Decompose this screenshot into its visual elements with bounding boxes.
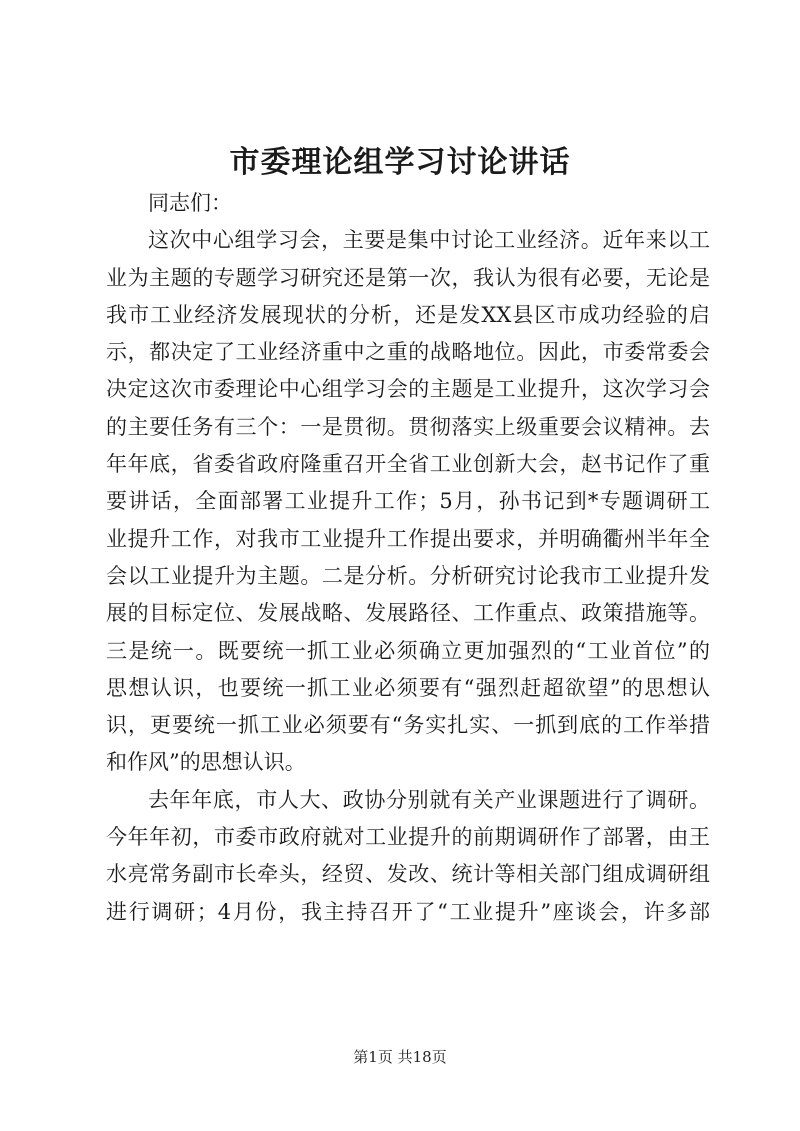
text-line: 进行调研；4月份，我主持召开了“工业提升”座谈会，许多部 bbox=[106, 899, 710, 924]
text-line: 业为主题的专题学习研究还是第一次，我认为很有必要，无论是 bbox=[106, 265, 710, 290]
text-line: 和作风”的思想认识。 bbox=[106, 750, 306, 775]
text-line: 今年年初，市委市政府就对工业提升的前期调研作了部署，由王 bbox=[106, 825, 710, 850]
text-line: 业提升工作，对我市工业提升工作提出要求，并明确衢州半年全 bbox=[106, 526, 710, 551]
text-line: 去年年底，市人大、政协分别就有关产业课题进行了调研。 bbox=[148, 787, 710, 812]
text-line: 三是统一。既要统一抓工业必须确立更加强烈的“工业首位”的 bbox=[106, 638, 710, 663]
text-line: 水亮常务副市长牵头，经贸、发改、统计等相关部门组成调研组 bbox=[106, 862, 710, 887]
text-line: 这次中心组学习会，主要是集中讨论工业经济。近年来以工 bbox=[148, 228, 710, 253]
text-line: 决定这次市委理论中心组学习会的主题是工业提升，这次学习会 bbox=[106, 377, 710, 402]
document-title: 市委理论组学习讨论讲话 bbox=[229, 145, 571, 180]
text-line: 年年底，省委省政府隆重召开全省工业创新大会，赵书记作了重 bbox=[106, 452, 710, 477]
text-line: 我市工业经济发展现状的分析，还是发XX县区市成功经验的启 bbox=[106, 302, 710, 327]
text-line: 会以工业提升为主题。二是分析。分析研究讨论我市工业提升发 bbox=[106, 563, 710, 588]
text-line: 的主要任务有三个：一是贯彻。贯彻落实上级重要会议精神。去 bbox=[106, 414, 710, 439]
document-body bbox=[106, 185, 710, 931]
text-line: 同志们： bbox=[148, 191, 232, 215]
text-line: 要讲话，全面部署工业提升工作；5月，孙书记到*专题调研工 bbox=[106, 489, 710, 514]
text-line: 示，都决定了工业经济重中之重的战略地位。因此，市委常委会 bbox=[106, 340, 710, 365]
text-line: 识，更要统一抓工业必须要有“务实扎实、一抓到底的工作举措 bbox=[106, 713, 710, 738]
page-footer: 第1页 共18页 bbox=[353, 1048, 447, 1066]
text-line: 思想认识，也要统一抓工业必须要有“强烈赶超欲望”的思想认 bbox=[106, 675, 710, 700]
text-line: 展的目标定位、发展战略、发展路径、工作重点、政策措施等。 bbox=[106, 601, 710, 626]
